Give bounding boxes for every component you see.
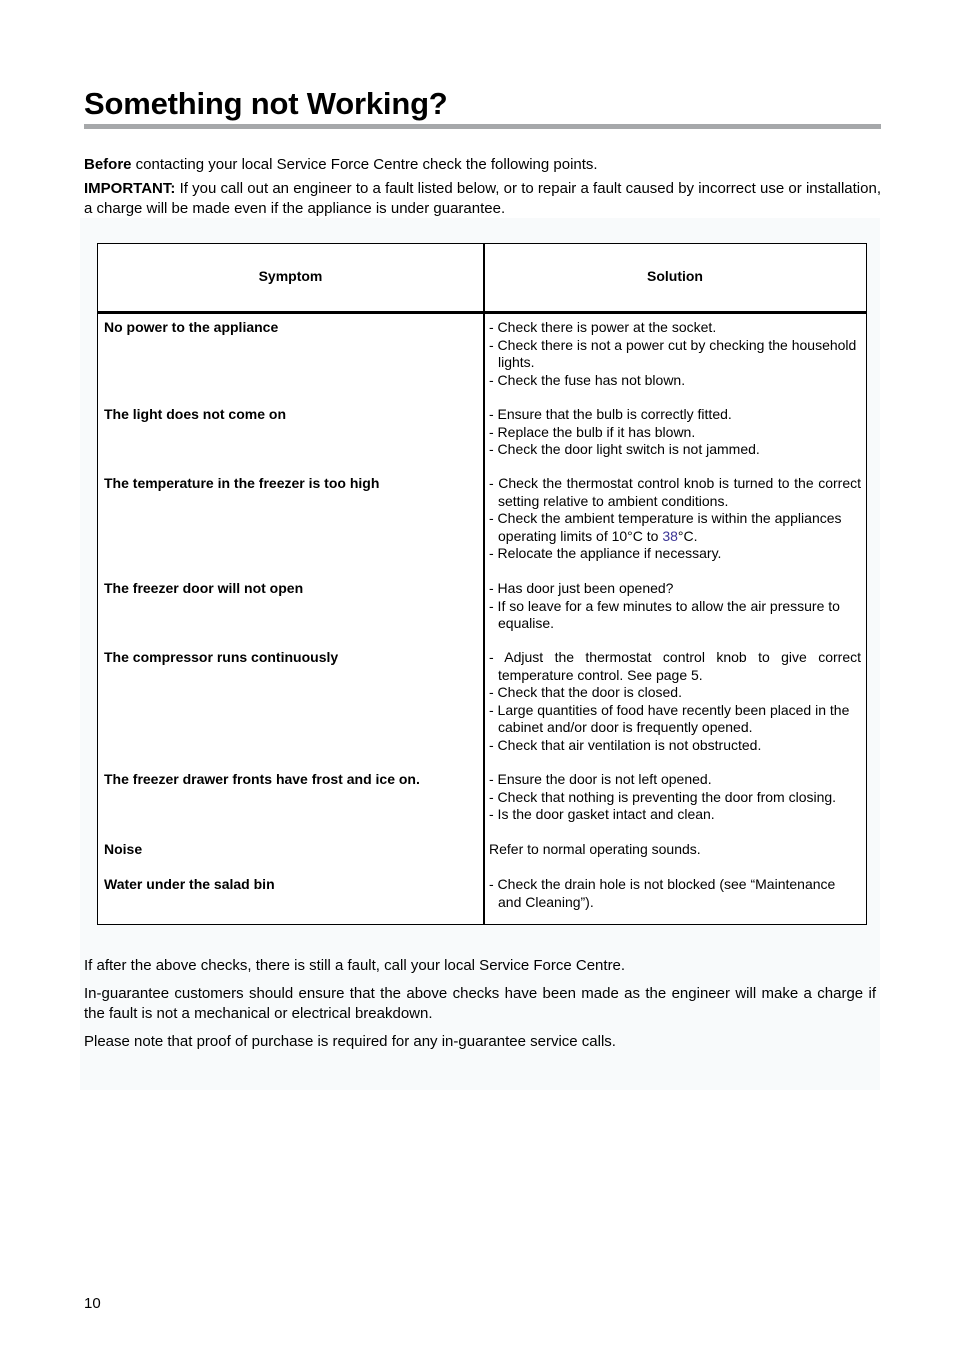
- solution-cell: [489, 771, 861, 824]
- solution-line: - If so leave for a few minutes to allow the air pressure to equalise.: [489, 597, 840, 631]
- solution-line: - Check that nothing is preventing the door from closing.: [489, 788, 837, 805]
- important-label: IMPORTANT:: [84, 180, 176, 197]
- solution-cell: [489, 319, 861, 389]
- symptom-cell: No power to the appliance: [104, 319, 279, 335]
- solution-line: - Check the thermostat control knob is turned to the correct setting relative to ambient conditions.: [489, 475, 861, 509]
- solution-cell: [489, 876, 861, 911]
- page-title: Something not Working?: [84, 86, 448, 121]
- solution-line: [489, 510, 861, 545]
- solution-line: - Check the door light switch is not jammed.: [489, 441, 760, 457]
- intro-before-paragraph: [84, 155, 881, 175]
- solution-line-text: - Check the ambient temperature is within the appliances operating limits of 10°C to: [489, 510, 842, 544]
- title-underline-rule: [84, 124, 881, 129]
- solution-line: - Check there is not a power cut by checking the household lights.: [489, 336, 857, 370]
- solution-line: - Replace the bulb if it has blown.: [489, 423, 696, 440]
- solution-line: - Check the drain hole is not blocked (see “Maintenance and Cleaning”).: [489, 876, 836, 910]
- temperature-limit-value: 38: [662, 527, 678, 544]
- header-divider: [98, 311, 866, 314]
- solution-cell: [489, 649, 861, 754]
- solution-cell: [489, 475, 861, 563]
- column-divider: [483, 244, 485, 924]
- before-label: Before: [84, 156, 132, 173]
- outro-section: [84, 956, 876, 1060]
- outro-paragraph: In-guarantee customers should ensure that the above checks have been made as the engineer will make a charge if the fault is not a mechanical or electrical breakdown.: [84, 985, 876, 1022]
- solution-line: - Ensure that the bulb is correctly fitted.: [489, 406, 732, 422]
- solution-line: - Large quantities of food have recently been placed in the cabinet and/or door is frequently opened.: [489, 701, 850, 735]
- intro-section: [84, 155, 881, 223]
- before-text: contacting your local Service Force Centre check the following points.: [131, 156, 598, 173]
- symptom-cell: The temperature in the freezer is too high: [104, 475, 380, 491]
- solution-line: - Check there is power at the socket.: [489, 319, 717, 335]
- outro-paragraph: If after the above checks, there is still a fault, call your local Service Force Centre.: [84, 957, 626, 974]
- solution-line: - Check that the door is closed.: [489, 684, 682, 700]
- solution-line: - Ensure the door is not left opened.: [489, 771, 712, 787]
- important-text: If you call out an engineer to a fault listed below, or to repair a fault caused by incorrect use or installation, a charge will be made even if the appliance is under guarantee.: [84, 180, 881, 217]
- solution-cell: [489, 841, 861, 859]
- solution-cell: [489, 406, 861, 459]
- symptom-cell: The light does not come on: [104, 406, 286, 422]
- solution-line: - Is the door gasket intact and clean.: [489, 806, 715, 822]
- symptom-cell: The freezer drawer fronts have frost and ice on.: [104, 771, 420, 787]
- temperature-limit-unit: °C.: [677, 527, 698, 544]
- solution-header: Solution: [647, 268, 703, 284]
- intro-important-paragraph: [84, 179, 881, 219]
- outro-paragraph: Please note that proof of purchase is required for any in-guarantee service calls.: [84, 1033, 616, 1050]
- solution-line: - Check the fuse has not blown.: [489, 371, 686, 388]
- solution-cell: [489, 580, 861, 633]
- solution-line: - Has door just been opened?: [489, 580, 674, 596]
- solution-line: Refer to normal operating sounds.: [489, 841, 701, 857]
- solution-line: - Adjust the thermostat control knob to give correct temperature control. See page 5.: [489, 649, 861, 683]
- solution-line: - Check that air ventilation is not obstructed.: [489, 736, 762, 753]
- symptom-cell: Noise: [104, 841, 143, 857]
- symptom-header: Symptom: [258, 268, 323, 284]
- symptom-cell: The freezer door will not open: [104, 580, 304, 596]
- page-number: 10: [84, 1295, 101, 1312]
- symptom-cell: Water under the salad bin: [104, 876, 275, 892]
- troubleshooting-table: [97, 243, 867, 925]
- symptom-cell: The compressor runs continuously: [104, 649, 339, 665]
- solution-line: - Relocate the appliance if necessary.: [489, 545, 722, 561]
